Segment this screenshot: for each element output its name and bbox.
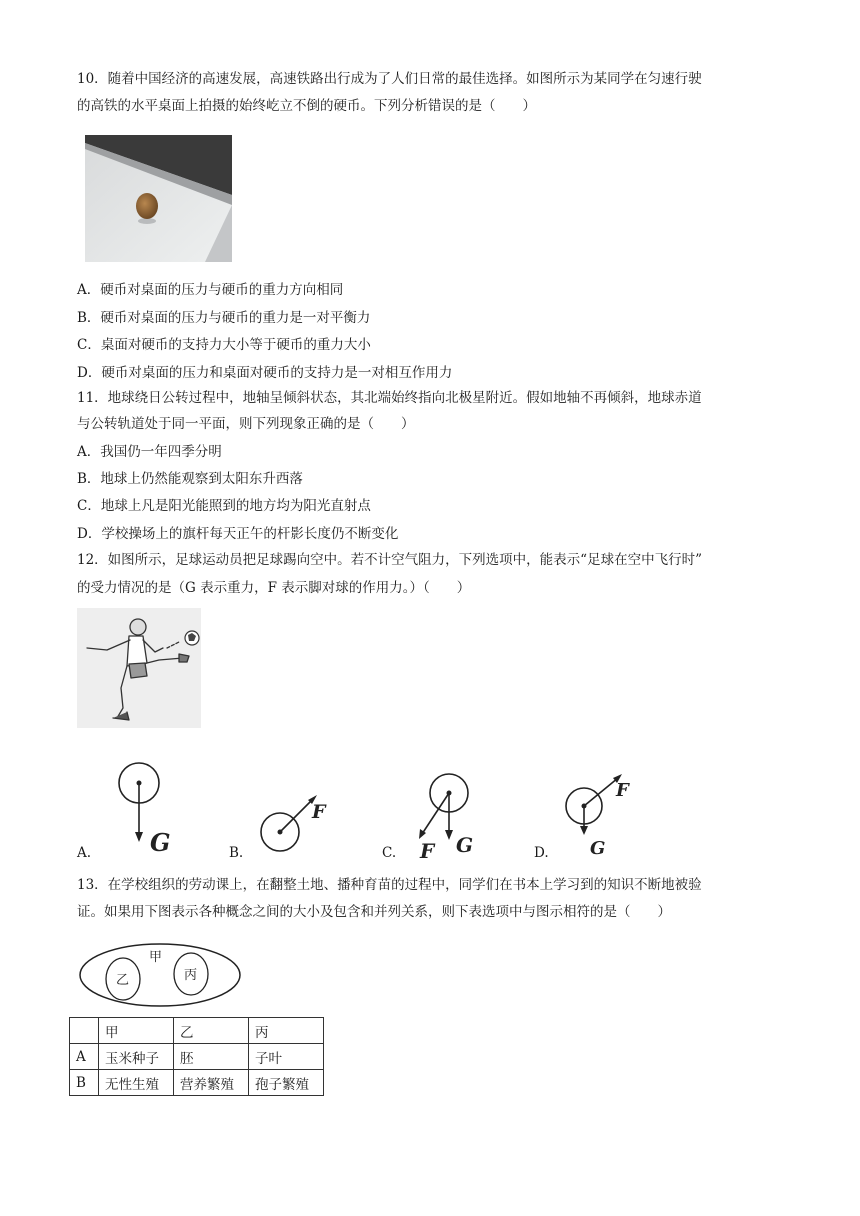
q12-option-d-label: D. [534, 845, 549, 861]
q11-stem-line2: 与公转轨道处于同一平面，则下列现象正确的是（ ） [77, 416, 415, 432]
table-header-row [70, 1018, 324, 1044]
venn-outer-label: 甲 [149, 950, 163, 965]
table-cell: 营养繁殖 [174, 1070, 249, 1096]
force-diagram-a [110, 756, 180, 856]
q13-stem-line2: 证。如果用下图表示各种概念之间的大小及包含和并列关系，则下表选项中与图示相符的是（ ） [77, 904, 671, 920]
q10-option-c: C．桌面对硬币的支持力大小等于硬币的重力大小 [77, 337, 371, 353]
force-diagram-d [560, 770, 640, 862]
q13-options-table [69, 1017, 324, 1096]
force-label: F [312, 801, 326, 823]
force-label: F [420, 839, 435, 862]
table-cell: 孢子繁殖 [249, 1070, 324, 1096]
force-diagram-c [410, 770, 490, 862]
table-header-cell [70, 1018, 99, 1044]
q12-stem-line1: 12．如图所示，足球运动员把足球踢向空中。若不计空气阻力，下列选项中，能表示“足球在空中飞行时” [77, 552, 702, 568]
q12-option-c-label: C. [382, 845, 397, 861]
coin-on-table-photo [85, 135, 232, 262]
table-cell: 无性生殖 [99, 1070, 174, 1096]
force-label: F [616, 780, 629, 801]
gravity-label: G [590, 838, 606, 859]
q12-option-a-label: A. [77, 845, 92, 861]
q11-option-c: C．地球上凡是阳光能照到的地方均为阳光直射点 [77, 498, 371, 514]
table-cell: 子叶 [249, 1044, 324, 1070]
gravity-label: G [456, 833, 474, 857]
q10-option-b: B．硬币对桌面的压力与硬币的重力是一对平衡力 [77, 310, 371, 326]
q12-stem-line2: 的受力情况的是（G 表示重力，F 表示脚对球的作用力。）（ ） [77, 580, 471, 596]
q10-option-d: D．硬币对桌面的压力和桌面对硬币的支持力是一对相互作用力 [77, 365, 453, 381]
q11-option-b: B．地球上仍然能观察到太阳东升西落 [77, 471, 303, 487]
venn-left-label: 乙 [116, 973, 130, 988]
table-cell: B [70, 1070, 99, 1096]
q12-option-b-label: B. [229, 845, 244, 861]
q13-stem-line1: 13．在学校组织的劳动课上，在翻整土地、播种育苗的过程中，同学们在书本上学习到的知识不断地被验 [77, 877, 702, 893]
concept-venn-diagram [78, 942, 242, 1008]
table-row [70, 1044, 324, 1070]
q11-option-d: D．学校操场上的旗杆每天正午的杆影长度仍不断变化 [77, 526, 399, 542]
table-header-cell: 乙 [174, 1018, 249, 1044]
table-cell: 玉米种子 [99, 1044, 174, 1070]
q11-option-a: A．我国仍一年四季分明 [77, 444, 222, 460]
q10-stem-line1: 10．随着中国经济的高速发展，高速铁路出行成为了人们日常的最佳选择。如图所示为某同学在匀速行驶 [77, 71, 702, 87]
table-cell: A [70, 1044, 99, 1070]
table-row [70, 1070, 324, 1096]
table-cell: 胚 [174, 1044, 249, 1070]
table-header-cell: 丙 [249, 1018, 324, 1044]
table-header-cell: 甲 [99, 1018, 174, 1044]
q10-option-a: A．硬币对桌面的压力与硬币的重力方向相同 [77, 282, 344, 298]
force-diagram-b [255, 790, 335, 860]
football-player-illustration [77, 608, 201, 728]
q11-stem-line1: 11．地球绕日公转过程中，地轴呈倾斜状态，其北端始终指向北极星附近。假如地轴不再倾斜，地球赤道 [77, 390, 702, 406]
q10-stem-line2: 的高铁的水平桌面上拍摄的始终屹立不倒的硬币。下列分析错误的是（ ） [77, 98, 536, 114]
venn-right-label: 丙 [184, 968, 198, 983]
gravity-label: G [150, 828, 171, 856]
